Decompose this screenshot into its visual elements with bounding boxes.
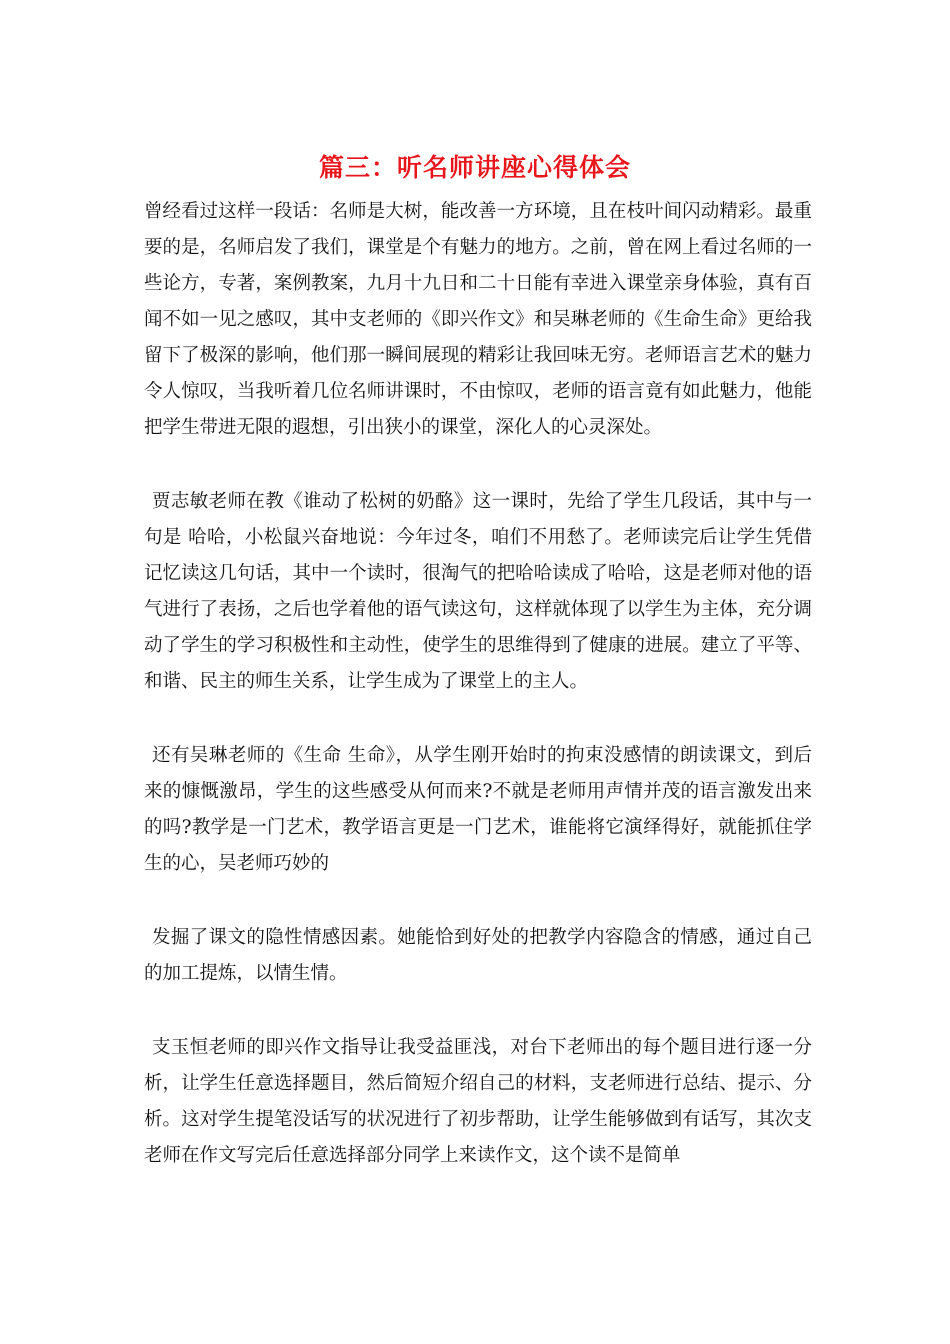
paragraph-3: 还有吴琳老师的《生命 生命》，从学生刚开始时的拘束没感情的朗读课文，到后来的慷慨激昂，学生的这些感受从何而来?不就是老师用声情并茂的语言激发出来的吗?教学是一门艺术，教学语言更是一门艺术，谁能将它演绎得好，就能抓住学生的心，吴老师巧妙的 (144, 745, 812, 874)
paragraph-2: 贾志敏老师在教《谁动了松树的奶酪》这一课时，先给了学生几段话，其中与一句是 哈哈，小松鼠兴奋地说：今年过冬，咱们不用愁了。老师读完后让学生凭借记忆读这几句话，其中一个读时，很淘气的把哈哈读成了哈哈，这是老师对他的语气进行了表扬，之后也学着他的语气读这句，这样就体现了以学生为主体，充分调动了学生的学习积极性和主动性，使学生的思维得到了健康的进展。建立了平等、和谐、民主的师生关系，让学生成为了课堂上的主人。 (144, 491, 812, 692)
paragraph-1: 曾经看过这样一段话：名师是大树，能改善一方环境，且在枝叶间闪动精彩。最重要的是，名师启发了我们，课堂是个有魅力的地方。之前，曾在网上看过名师的一些论方，专著，案例教案，九月十九日和二十日能有幸进入课堂亲身体验，真有百闻不如一见之感叹，其中支老师的《即兴作文》和吴琳老师的《生命生命》更给我留下了极深的影响，他们那一瞬间展现的精彩让我回味无穷。老师语言艺术的魅力令人惊叹，当我听着几位名师讲课时，不由惊叹，老师的语言竟有如此魅力，他能把学生带进无限的遐想，引出狭小的课堂，深化人的心灵深处。 (144, 201, 812, 438)
paragraph-5: 支玉恒老师的即兴作文指导让我受益匪浅，对台下老师出的每个题目进行逐一分析，让学生任意选择题目，然后简短介绍自己的材料，支老师进行总结、提示、分析。这对学生提笔没话写的状况进行了初步帮助，让学生能够做到有话写，其次支老师在作文写完后任意选择部分同学上来读作文，这个读不是简单 (144, 1037, 812, 1166)
paragraph-4: 发掘了课文的隐性情感因素。她能恰到好处的把教学内容隐含的情感，通过自己的加工提炼，以情生情。 (144, 927, 812, 984)
document-body (144, 194, 812, 1174)
document-title: 篇三：听名师讲座心得体会 (318, 153, 631, 182)
